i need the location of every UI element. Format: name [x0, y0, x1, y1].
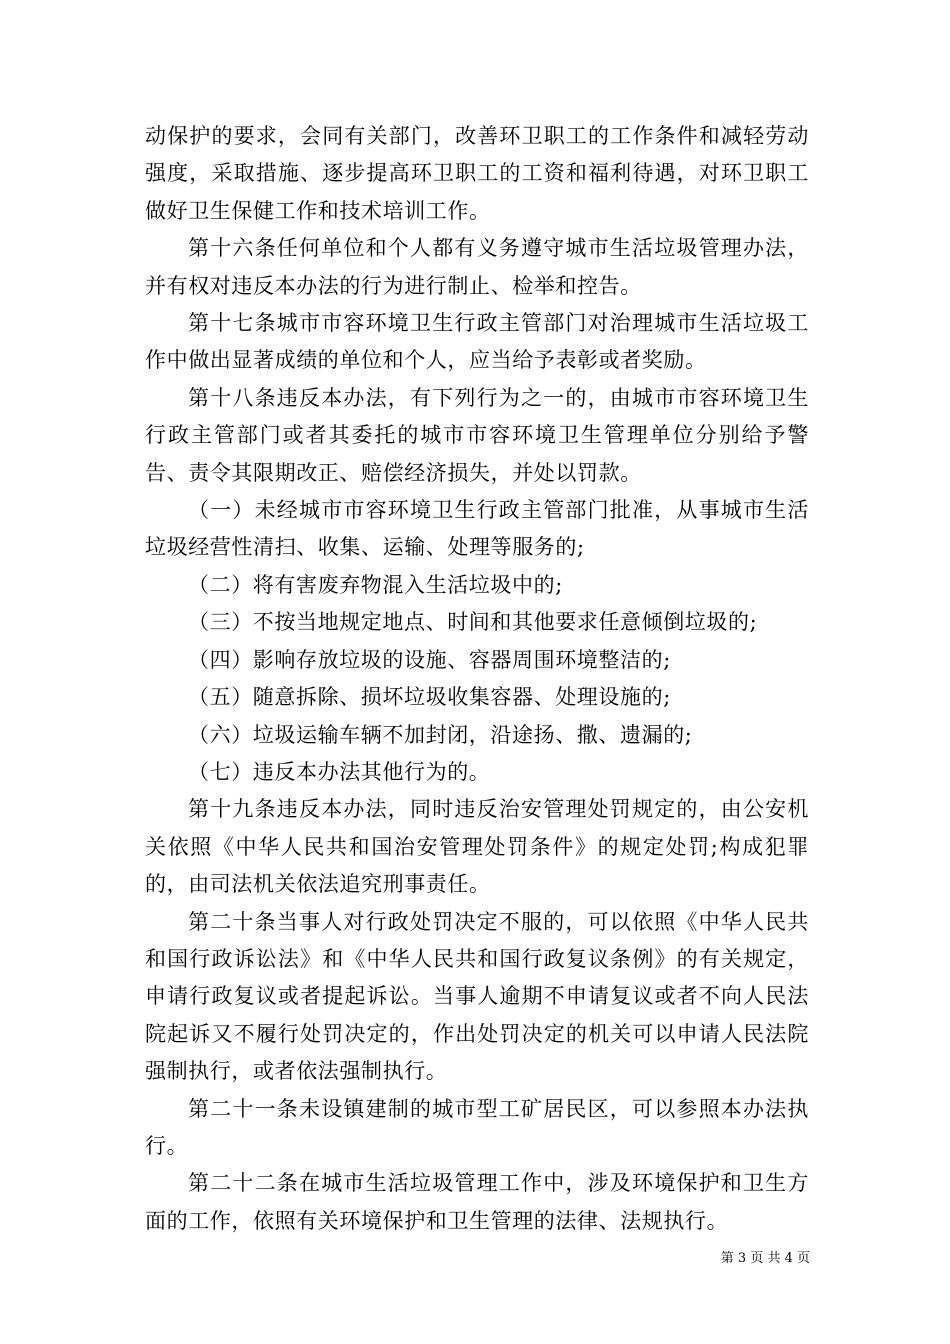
- list-item-2: （二）将有害废弃物混入生活垃圾中的;: [188, 572, 563, 597]
- paragraph-article-19: 第十九条违反本办法，同时违反治安管理处罚规定的，由公安机关依照《中华人民共和国治安管理处罚条件》的规定处罚;构成犯罪的，由司法机关依法追究刑事责任。: [145, 797, 809, 897]
- paragraph-article-21: 第二十一条未设镇建制的城市型工矿居民区，可以参照本办法执行。: [145, 1096, 809, 1158]
- list-item-1: （一）未经城市市容环境卫生行政主管部门批准，从事城市生活垃圾经营性清扫、收集、运输、处理等服务的;: [145, 498, 809, 560]
- paragraph-article-17: 第十七条城市市容环境卫生行政主管部门对治理城市生活垃圾工作中做出显著成绩的单位和个人，应当给予表彰或者奖励。: [145, 311, 809, 373]
- paragraph-article-22: 第二十二条在城市生活垃圾管理工作中，涉及环境保护和卫生方面的工作，依照有关环境保护和卫生管理的法律、法规执行。: [145, 1171, 809, 1233]
- paragraph-continuation: 动保护的要求，会同有关部门，改善环卫职工的工作条件和减轻劳动强度，采取措施、逐步提高环卫职工的工资和福利待遇，对环卫职工做好卫生保健工作和技术培训工作。: [145, 124, 809, 223]
- paragraph-article-16: 第十六条任何单位和个人都有义务遵守城市生活垃圾管理办法，并有权对违反本办法的行为进行制止、检举和控告。: [145, 236, 809, 298]
- list-item-4: （四）影响存放垃圾的设施、容器周围环境整洁的;: [188, 647, 671, 672]
- paragraph-article-18: 第十八条违反本办法，有下列行为之一的，由城市市容环境卫生行政主管部门或者其委托的城市市容环境卫生管理单位分别给予警告、责令其限期改正、赔偿经济损失，并处以罚款。: [145, 385, 809, 485]
- list-item-5: （五）随意拆除、损坏垃圾收集容器、处理设施的;: [188, 685, 671, 710]
- paragraph-article-20: 第二十条当事人对行政处罚决定不服的，可以依照《中华人民共和国行政诉讼法》和《中华人民共和国行政复议条例》的有关规定，申请行政复议或者提起诉讼。当事人逾期不申请复议或者不向人民法院起诉又不履行处罚决定的，作出处罚决定的机关可以申请人民法院强制执行，或者依法强制执行。: [145, 909, 809, 1084]
- page-number-footer: 第 3 页 共 4 页: [720, 1251, 810, 1266]
- list-item-7: （七）违反本办法其他行为的。: [188, 759, 491, 784]
- list-item-6: （六）垃圾运输车辆不加封闭，沿途扬、撒、遗漏的;: [188, 722, 693, 747]
- document-body: [145, 118, 809, 1240]
- list-item-3: （三）不按当地规定地点、时间和其他要求任意倾倒垃圾的;: [188, 610, 758, 635]
